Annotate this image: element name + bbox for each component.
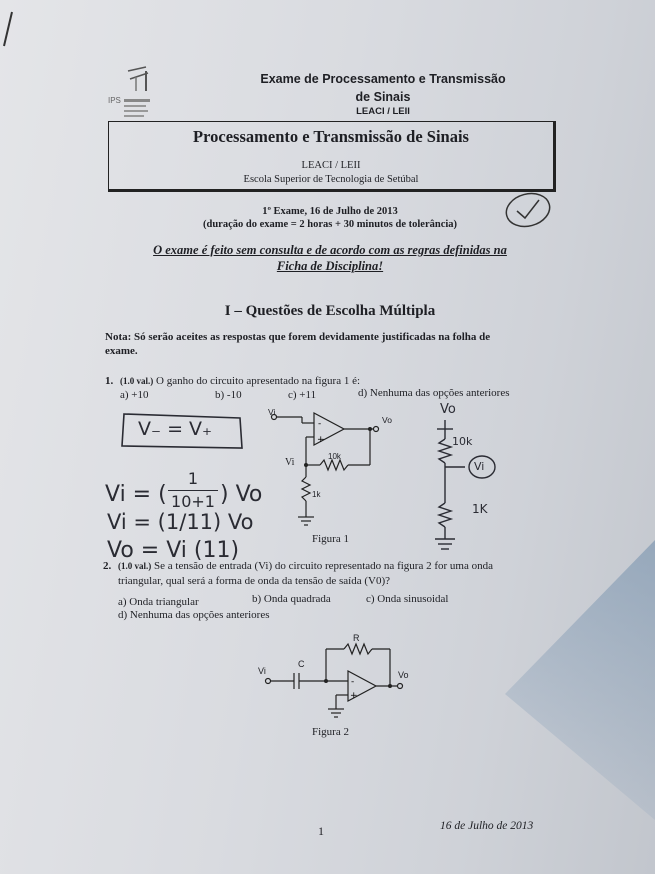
header-line2: de Sinais <box>355 90 411 104</box>
handwritten-eq1-left: Vi = ( <box>105 482 167 507</box>
handwritten-eq3: Vo = Vi (11) <box>107 538 240 563</box>
q1-text: O ganho do circuito apresentado na figura 1 é: <box>156 375 361 387</box>
box-courses: LEACI / LEII <box>301 160 361 171</box>
handwritten-eq1-num: 1 <box>187 469 199 488</box>
handwritten-eq2: Vi = (1/11) Vo <box>107 510 254 534</box>
sketch-r2: 1K <box>472 502 488 516</box>
q2-option-d: d) Nenhuma das opções anteriores <box>118 609 270 621</box>
fig1-r-feedback-label: 10k <box>328 452 341 461</box>
q2-option-b: b) Onda quadrada <box>252 593 331 605</box>
rules-line1: O exame é feito sem consulta e de acordo com as regras definidas na <box>153 243 507 257</box>
ips-logo-icon <box>108 65 158 123</box>
svg-text:-: - <box>351 677 355 687</box>
note-line1: Nota: Só serão aceites as respostas que forem devidamente justificadas na folha de <box>105 331 491 343</box>
fig2-vo-label: Vo <box>398 670 409 680</box>
course-title: Processamento e Transmissão de Sinais <box>193 127 469 146</box>
fig1-vi-node-label: Vi <box>285 457 295 468</box>
q1-number: 1. <box>105 375 114 387</box>
question-2 <box>103 560 573 572</box>
fig1-vo-label: Vo <box>382 415 392 425</box>
exam-duration-line: (duração do exame = 2 horas + 30 minutos de tolerância) <box>202 219 458 230</box>
fig1-vi-label: Vi <box>268 407 276 417</box>
sketch-r1: 10k <box>452 435 473 448</box>
handwritten-eq1-den: 10+1 <box>171 492 215 511</box>
figure-1-caption: Figura 1 <box>312 533 349 545</box>
exam-header-title <box>228 70 538 106</box>
svg-text:+: + <box>317 435 325 445</box>
exam-date-line: 1º Exame, 16 de Julho de 2013 <box>262 206 398 217</box>
figure-2-circuit <box>252 635 412 725</box>
svg-text:-: - <box>318 419 322 429</box>
q2-text-line1: Se a tensão de entrada (Vi) do circuito representado na figura 2 for uma onda <box>154 560 493 572</box>
q1-option-a: a) +10 <box>120 389 149 401</box>
q1-option-c: c) +11 <box>288 389 317 401</box>
q2-text-line2: triangular, qual será a forma de onda da tensão de saída (V0)? <box>118 575 390 587</box>
handwritten-eq-boxed: V₋ = V₊ <box>138 418 213 440</box>
fig2-r-label: R <box>353 633 360 643</box>
q1-option-d: d) Nenhuma das opções anteriores <box>358 387 510 399</box>
q2-number: 2. <box>103 560 112 572</box>
header-courses: LEACI / LEII <box>356 106 410 117</box>
q2-option-c: c) Onda sinusoidal <box>366 593 449 605</box>
figure-2-caption: Figura 2 <box>312 726 349 738</box>
question-1 <box>105 375 360 387</box>
handwritten-eq1-right: ) Vo <box>220 482 263 507</box>
rules-line2: Ficha de Disciplina! <box>276 259 384 273</box>
page-number: 1 <box>318 824 324 838</box>
sketch-vi: Vi <box>474 460 485 473</box>
figure-1-circuit <box>262 405 392 530</box>
fig2-vi-label: Vi <box>258 666 266 676</box>
check-mark-icon <box>500 190 556 230</box>
fig2-c-label: C <box>298 659 305 669</box>
section-title: I – Questões de Escolha Múltipla <box>224 303 436 319</box>
header-line1: Exame de Processamento e Transmissão <box>260 72 506 86</box>
q2-option-a: a) Onda triangular <box>118 596 199 608</box>
title-box <box>108 121 556 192</box>
fraction-bar <box>168 490 218 491</box>
q2-points: (1.0 val.) <box>118 561 152 571</box>
fig1-r-ground-label: 1k <box>312 490 321 499</box>
logo-text: IPS <box>108 96 121 105</box>
box-school: Escola Superior de Tecnologia de Setúbal <box>243 174 419 185</box>
sketch-vo: Vo <box>440 402 456 417</box>
footer-date: 16 de Julho de 2013 <box>440 820 534 832</box>
handwritten-sketch-circuit <box>425 415 520 555</box>
note-line2: exame. <box>105 345 138 357</box>
q1-option-b: b) -10 <box>215 389 242 401</box>
svg-text:+: + <box>350 691 358 701</box>
pen-mark <box>0 10 20 50</box>
q1-points: (1.0 val.) <box>120 376 154 386</box>
